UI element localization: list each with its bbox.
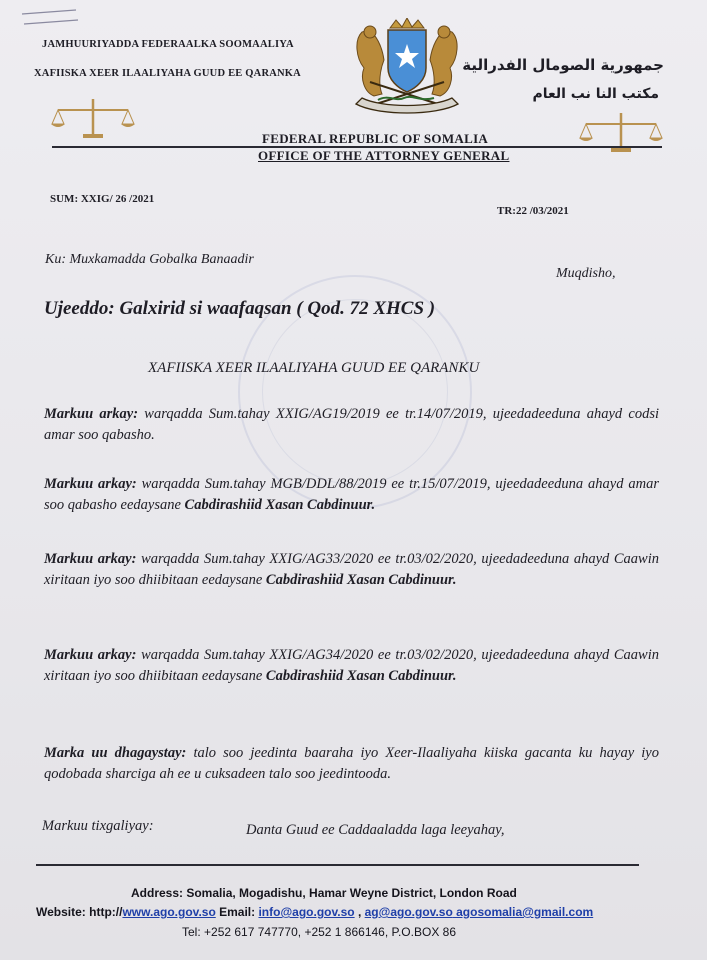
header-somali-line1: JAMHUURIYADDA FEDERAALKA SOOMAALIYA	[42, 39, 294, 50]
header-somali-line2: XAFIISKA XEER ILAALIYAHA GUUD EE QARANKA	[34, 68, 301, 79]
city: Muqdisho,	[556, 266, 616, 281]
header-arabic-line1: جمهورية الصومال الفدرالية	[462, 56, 664, 74]
paragraph-text: warqadda Sum.tahay XXIG/AG33/2020 ee tr.03/02/2020, ujeedadeeduna ahayd Caawin xiritaan iyo soo dhiibitaan eedaysane	[44, 551, 659, 588]
paragraph-lead: Markuu arkay:	[44, 406, 139, 422]
footer-phone: Tel: +252 617 747770, +252 1 866146, P.O.BOX 86	[182, 925, 457, 939]
header-english-line1: FEDERAL REPUBLIC OF SOMALIA	[262, 131, 489, 146]
paragraph-4	[44, 645, 659, 687]
paragraph-lead: Marka uu dhagaystay:	[44, 745, 187, 761]
accused-name: Cabdirashiid Xasan Cabdinuur.	[184, 497, 376, 513]
paragraph-6-lead: Markuu tixgaliyay:	[42, 818, 154, 834]
pen-mark	[20, 6, 80, 30]
paragraph-text: warqadda Sum.tahay XXIG/AG34/2020 ee tr.03/02/2020, ujeedadeeduna ahayd Caawin xiritaan iyo soo dhiibitaan eedaysane	[44, 647, 659, 684]
accused-name: Cabdirashiid Xasan Cabdinuur.	[265, 668, 457, 684]
footer-divider	[36, 864, 639, 866]
scales-of-justice-icon	[50, 96, 136, 140]
paragraph-lead: Markuu arkay:	[44, 551, 137, 567]
recipient: Ku: Muxkamadda Gobalka Banaadir	[45, 252, 254, 267]
paragraph-text: warqadda Sum.tahay XXIG/AG19/2019 ee tr.14/07/2019, ujeedadeeduna ahayd codsi amar soo qabasho.	[44, 406, 659, 443]
paragraph-5	[44, 743, 659, 785]
email-link-info[interactable]: info@ago.gov.so	[258, 905, 355, 919]
paragraph-6-text: Danta Guud ee Caddaaladda laga leeyahay,	[246, 822, 505, 838]
paragraph-1	[44, 404, 659, 446]
website-label: Website: http://	[36, 905, 123, 919]
reference-date: TR:22 /03/2021	[497, 205, 569, 217]
paragraph-2	[44, 474, 659, 516]
paragraph-lead: Markuu arkay:	[44, 476, 137, 492]
footer-address: Address: Somalia, Mogadishu, Hamar Weyne District, London Road	[131, 886, 517, 900]
email-link-ag[interactable]: ag@ago.gov.so	[364, 905, 453, 919]
header-divider	[52, 146, 662, 148]
header-english-line2: OFFICE OF THE ATTORNEY GENERAL	[258, 148, 510, 163]
accused-name: Cabdirashiid Xasan Cabdinuur.	[265, 572, 457, 588]
subject-line: Ujeeddo: Galxirid si waafaqsan ( Qod. 72 XHCS )	[44, 298, 436, 319]
footer-contacts	[36, 905, 593, 919]
email-label: Email:	[215, 905, 259, 919]
reference-number: SUM: XXIG/ 26 /2021	[50, 193, 155, 205]
website-link[interactable]: www.ago.gov.so	[122, 905, 216, 919]
office-heading: XAFIISKA XEER ILAALIYAHA GUUD EE QARANKU	[148, 360, 480, 376]
paragraph-text: warqadda Sum.tahay MGB/DDL/88/2019 ee tr.15/07/2019, ujeedadeeduna ahayd amar soo qabasho eedaysane	[44, 476, 659, 513]
paragraph-3	[44, 549, 659, 591]
email-link-gmail[interactable]: agosomalia@gmail.com	[452, 905, 594, 919]
paragraph-lead: Markuu arkay:	[44, 647, 137, 663]
coat-of-arms-icon	[348, 18, 466, 118]
email-separator: ,	[354, 905, 365, 919]
paragraph-text: talo soo jeedinta baaraha iyo Xeer-Ilaaliyaha kiiska gacanta ku hayay iyo qodobada sharciga ah ee u cuksadeen talo soo jeedintooda.	[44, 745, 659, 782]
header-arabic-line2: مكتب النا نب العام	[532, 86, 659, 102]
